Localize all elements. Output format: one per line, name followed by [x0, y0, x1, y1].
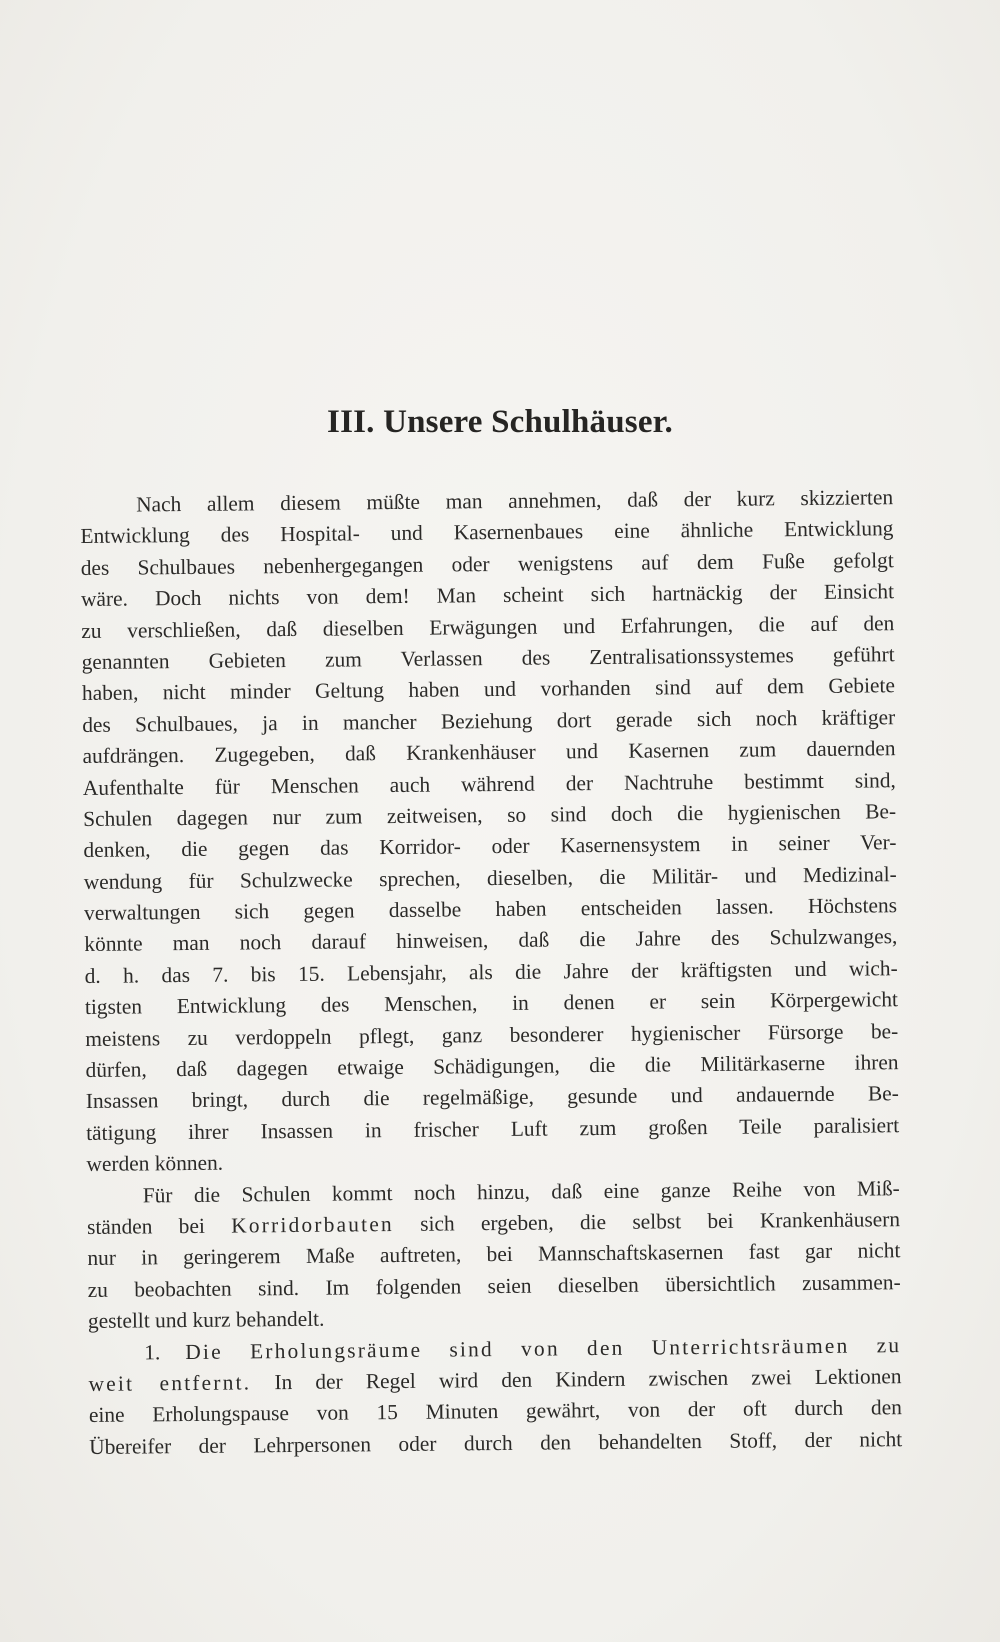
chapter-heading: III. Unsere Schulhäuser. [327, 404, 673, 440]
text-segment: ständen bei [86, 1213, 232, 1239]
text-line: Schulen dagegen nur zum zeitweisen, so sind doch die hygienischen Be- [83, 799, 897, 831]
text-line: wäre. Doch nichts von dem! Man scheint sich hartnäckig der Einsicht [80, 579, 895, 612]
text-line: wendung für Schulzwecke sprechen, dieselben, die Militär- und Medizinal- [83, 861, 897, 894]
text-line: Entwicklung des Hospital- und Kasernenbaues eine ähnliche Entwicklung [80, 516, 894, 549]
text-line: verwaltungen sich gegen dasselbe haben entscheiden lassen. Höchstens [83, 893, 898, 926]
text-line: Insassen bringt, durch die regelmäßige, gesunde und andauernde Be- [85, 1081, 899, 1114]
text-line: denken, die gegen das Korridor- oder Kasernensystem in seiner Ver- [83, 830, 897, 863]
text-line: des Schulbaues, ja in mancher Beziehung dort gerade sich noch kräftiger [82, 704, 896, 737]
text-line: Aufenthalte für Menschen auch während der Nachtruhe bestimmt sind, [82, 767, 896, 800]
text-line: des Schulbaues nebenhergegangen oder wenigstens auf dem Fuße gefolgt [80, 547, 894, 580]
text-line: zu verschließen, daß dieselben Erwägungen und Erfahrungen, die auf den [81, 610, 895, 643]
text-line: gestellt und kurz behandelt. [87, 1306, 325, 1334]
text-segment: 1. [144, 1339, 186, 1364]
text-line: eine Erholungspause von 15 Minuten gewährt, von der oft durch den [88, 1395, 902, 1428]
text-line: zu beobachten sind. Im folgenden seien dieselben übersichtlich zusammen- [87, 1269, 901, 1302]
text-line: nur in geringerem Maße auftreten, bei Mannschaftskasernen fast gar nicht [87, 1238, 901, 1271]
text-line: werden können. [86, 1150, 224, 1177]
emphasized-text: Die Erholungsräume sind von den Unterrichtsräumen zu [185, 1332, 902, 1364]
text-segment: In der Regel wird den Kindern zwischen zwei Lektionen [251, 1364, 902, 1395]
emphasized-text: Korridorbauten [231, 1212, 394, 1238]
text-line: tigsten Entwicklung des Menschen, in denen er sein Körpergewicht [84, 987, 899, 1020]
text-line: aufdrängen. Zugegeben, daß Krankenhäuser und Kasernen zum dauernden [82, 736, 896, 769]
text-line: genannten Gebieten zum Verlassen des Zentralisationssystemes geführt [81, 642, 895, 674]
text-line: haben, nicht minder Geltung haben und vorhanden sind auf dem Gebiete [81, 673, 896, 706]
text-line: dürfen, daß dagegen etwaige Schädigungen, die die Militärkaserne ihren [85, 1050, 899, 1083]
text-line: Für die Schulen kommt noch hinzu, daß eine ganze Reihe von Miß- [142, 1175, 900, 1208]
text-line: Nach allem diesem müßte man annehmen, daß der kurz skizzierten [136, 485, 894, 517]
text-line: könnte man noch darauf hinweisen, daß die Jahre des Schulzwanges, [84, 924, 898, 957]
text-line: d. h. das 7. bis 15. Lebensjahr, als die Jahre der kräftigsten und wich- [84, 956, 898, 988]
text-line: meistens zu verdoppeln pflegt, ganz besonderer hygienischer Fürsorge be- [85, 1018, 899, 1051]
body-text [80, 482, 902, 1463]
text-line: tätigung ihrer Insassen in frischer Luft zum großen Teile paralisiert [86, 1112, 900, 1145]
text-line: Übereifer der Lehrpersonen oder durch den behandelten Stoff, der nicht [89, 1426, 903, 1459]
emphasized-text: weit entfernt. [88, 1370, 252, 1396]
text-segment: sich ergeben, die selbst bei Krankenhäusern [393, 1207, 901, 1237]
